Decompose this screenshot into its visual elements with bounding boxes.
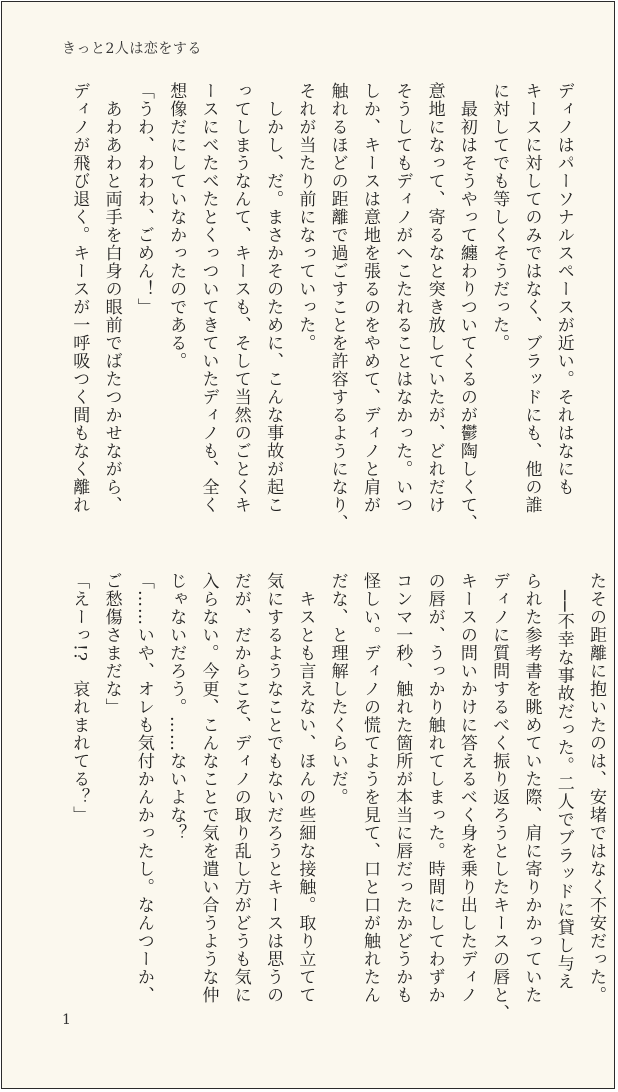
text-line: それが当たり前になっていった。 <box>295 82 316 352</box>
text-line: 入らない。今更、こんなことで気を遣い合うような仲 <box>198 572 219 1004</box>
text-line: 「えーっ!? 哀れまれてる？」 <box>69 572 90 824</box>
text-line: だが、だからこそ、ディノの取り乱し方がどうも気に <box>230 572 251 1004</box>
text-line: コンマ一秒、触れた箇所が本当に唇だったかどうかも <box>392 572 413 1004</box>
text-line: 「……いや、オレも気付かんかったし。なんつーか、 <box>133 572 154 1004</box>
text-line: の唇が、うっかり触れてしまった。時間にしてわずか <box>424 572 445 1004</box>
text-line: ──不幸な事故だった。二人でブラッドに貸し与え <box>553 572 574 991</box>
text-line: られた参考書を眺めていた際、肩に寄りかかっていた <box>521 572 542 1004</box>
text-line: 気にするようなことでもないだろうとキースは思うの <box>263 572 284 1004</box>
book-page <box>1 1 615 1089</box>
text-line: あわあわと両手を白身の眼前でばたつかせながら、 <box>101 82 122 514</box>
text-line: 怪しい。ディノの慌てようを見て、口と口が触れたん <box>359 572 380 1004</box>
text-line: 「うわ、わわわ、ごめん！」 <box>133 82 154 316</box>
text-line: そうしてもディノがへこたれることはなかった。いつ <box>392 82 413 514</box>
text-line: 触れるほどの距離で過ごすことを許容するようになり、 <box>327 82 348 532</box>
text-line: 最初はそうやって纏わりついてくるのが鬱陶しくて、 <box>456 82 477 532</box>
text-line: しかし、だ。まさかそのために、こんな事故が起こ <box>263 82 284 514</box>
lower-text-block <box>63 572 612 1022</box>
text-line: ディノに質問するべく振り返ろうとしたキースの唇と、 <box>489 572 510 1022</box>
page-title: きっと2人は恋をする <box>62 41 202 57</box>
text-line: キスとも言えない、ほんの些細な接触。取り立てて <box>295 572 316 1004</box>
text-line: ご愁傷さまだな」 <box>101 572 122 716</box>
text-line: キースに対してのみではなく、ブラッドにも、他の誰 <box>521 82 542 514</box>
text-line: に対してでも等しくそうだった。 <box>489 82 510 352</box>
text-line: たその距離に抱いたのは、安堵ではなく不安だった。 <box>586 572 607 1004</box>
text-line: 意地になって、寄るなと突き放していたが、どれだけ <box>424 82 445 514</box>
text-line: ディノはパーソナルスペースが近い。それはなにも <box>553 82 574 496</box>
text-line: ースにべたべたとくっついてきていたディノも、全く <box>198 82 219 514</box>
text-line: キースの問いかけに答えるべく身を乗り出したディノ <box>456 572 477 1004</box>
text-line: 想像だにしていなかったのである。 <box>166 82 187 370</box>
text-line: しか、キースは意地を張るのをやめて、ディノと肩が <box>359 82 380 514</box>
text-line: ってしまうなんて、キースも、そして当然のごとくキ <box>230 82 251 514</box>
upper-text-block <box>63 82 580 532</box>
text-line: ディノが飛び退く。キースが一呼吸つく間もなく離れ <box>69 82 90 514</box>
text-line: だな、と理解したくらいだ。 <box>327 572 348 806</box>
text-line: じゃないだろう。……ないよな？ <box>166 572 187 842</box>
page-number: 1 <box>62 1012 71 1028</box>
